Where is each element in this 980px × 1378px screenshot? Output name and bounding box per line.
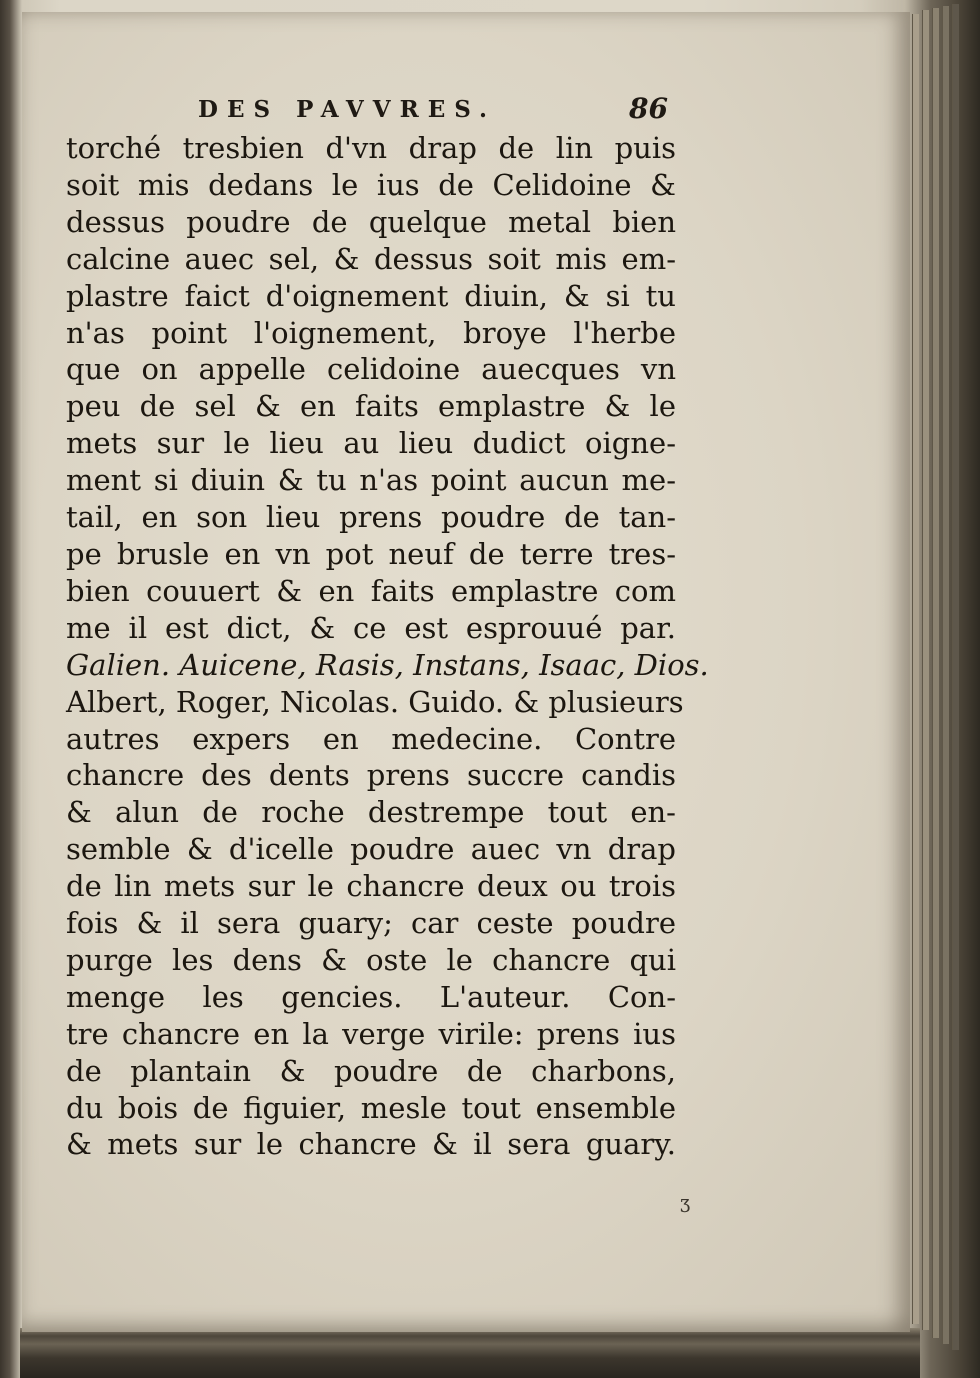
text-line: plastre faict d'oignement diuin, & si tu [66, 278, 676, 313]
page-number: 86 [629, 92, 668, 125]
text-line: & mets sur le chancre & il sera guary. [66, 1127, 676, 1162]
text-line: que on appelle celidoine auecques vn [66, 352, 676, 387]
page-edge [932, 8, 939, 1338]
page-header [198, 92, 668, 132]
text-line: purge les dens & oste le chancre qui [66, 942, 676, 977]
body-text [66, 130, 709, 1163]
page-edge [912, 14, 919, 1324]
text-line: du bois de figuier, mesle tout ensemble [66, 1090, 676, 1125]
text-line: Albert, Roger, Nicolas. Guido. & plusieurs [66, 684, 684, 719]
text-line: soit mis dedans le ius de Celidoine & [66, 167, 676, 202]
page-edge [922, 10, 929, 1330]
text-line: menge les gencies. L'auteur. Con- [66, 979, 676, 1014]
text-line: de plantain & poudre de charbons, [66, 1053, 676, 1088]
text-line: ment si diuin & tu n'as point aucun me- [66, 463, 676, 498]
text-line: semble & d'icelle poudre auec vn drap [66, 832, 676, 867]
text-line: autres expers en medecine. Contre [66, 721, 676, 756]
text-line: pe brusle en vn pot neuf de terre tres- [66, 536, 676, 571]
text-line: torché tresbien d'vn drap de lin puis [66, 131, 676, 165]
text-line: peu de sel & en faits emplastre & le [66, 389, 676, 424]
text-line: mets sur le lieu au lieu dudict oigne- [66, 426, 676, 461]
text-line: chancre des dents prens succre candis [66, 758, 676, 793]
text-line: dessus poudre de quelque metal bien [66, 204, 676, 239]
text-line: n'as point l'oignement, broye l'herbe [66, 315, 676, 350]
text-line: fois & il sera guary; car ceste poudre [66, 906, 676, 941]
text-line: tre chancre en la verge virile: prens ius [66, 1016, 676, 1051]
page-edge [942, 6, 949, 1344]
text-line: tail, en son lieu prens poudre de tan- [66, 500, 676, 535]
text-line: & alun de roche destrempe tout en- [66, 795, 676, 830]
text-line: Galien. Auicene, Rasis, Instans, Isaac, Dios. [66, 647, 709, 682]
text-line: bien couuert & en faits emplastre com [66, 573, 676, 608]
book-bottom-edge [20, 1328, 920, 1378]
text-line: calcine auec sel, & dessus soit mis em- [66, 241, 676, 276]
catchword: Ʒ [680, 1196, 691, 1217]
page-edge [952, 4, 959, 1350]
text-line: de lin mets sur le chancre deux ou trois [66, 869, 676, 904]
running-title: DES PAVVRES. [198, 96, 497, 123]
text-line: me il est dict, & ce est esprouué par. [66, 610, 676, 645]
